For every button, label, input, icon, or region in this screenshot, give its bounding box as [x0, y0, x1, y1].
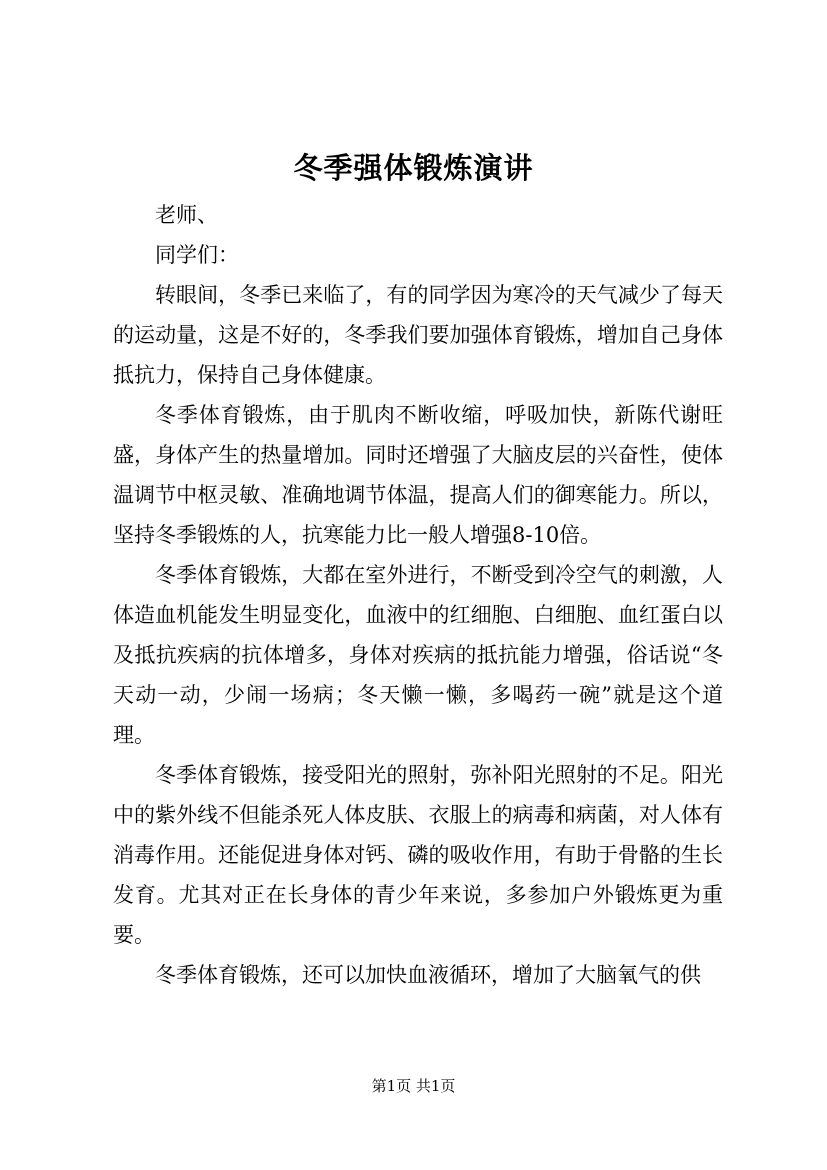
paragraph: 转眼间，冬季已来临了，有的同学因为寒冷的天气减少了每天的运动量，这是不好的，冬季我们要加强体育锻炼，增加自己身体抵抗力，保持自己身体健康。	[113, 283, 723, 387]
paragraph: 冬季体育锻炼，由于肌肉不断收缩，呼吸加快，新陈代谢旺盛，身体产生的热量增加。同时还增强了大脑皮层的兴奋性，使体温调节中枢灵敏、准确地调节体温，提高人们的御寒能力。所以，坚持冬季锻炼的人，抗寒能力比一般人增强8-10倍。	[113, 403, 723, 547]
paragraph: 冬季体育锻炼，大都在室外进行，不断受到冷空气的刺激，人体造血机能发生明显变化，血液中的红细胞、白细胞、血红蛋白以及抵抗疾病的抗体增多，身体对疾病的抵抗能力增强，俗话说“冬天动一动，少闹一场病；冬天懒一懒，多喝药一碗”就是这个道理。	[113, 563, 723, 747]
paragraph: 冬季体育锻炼，还可以加快血液循环，增加了大脑氧气的供	[155, 963, 701, 987]
document-title: 冬季强体锻炼演讲	[293, 151, 534, 185]
paragraph: 冬季体育锻炼，接受阳光的照射，弥补阳光照射的不足。阳光中的紫外线不但能杀死人体皮肤、衣服上的病毒和病菌，对人体有消毒作用。还能促进身体对钙、磷的吸收作用，有助于骨骼的生长发育。尤其对正在长身体的青少年来说，多参加户外锻炼更为重要。	[113, 763, 723, 947]
salutation-teachers: 老师、	[155, 203, 218, 227]
salutation-students: 同学们：	[155, 243, 239, 267]
page-number-footer: 第1页 共1页	[371, 1077, 456, 1095]
document-body	[113, 195, 723, 995]
